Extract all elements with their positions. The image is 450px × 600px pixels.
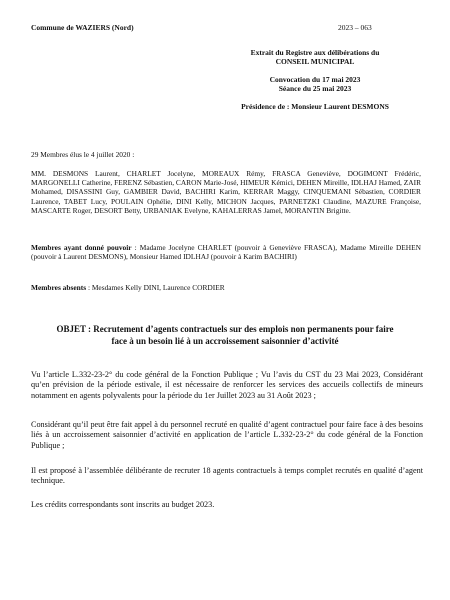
proxy-text: : Madame Jocelyne CHARLET (pouvoir à Geneviève FRASCA), Madame Mireille DEHEN (pouvoir à Laurent DESMONS), Monsieur Hamed IDLHAJ (pouvoir à Karim BACHIRI) [31,243,421,262]
objet-heading: OBJET : Recrutement d’agents contractuels sur des emplois non permanents pour faire face à un besoin lié à un accroissement saisonnier d’activité [56,324,394,346]
presidence: Présidence de : Monsieur Laurent DESMONS [241,102,389,111]
proxy-label: Membres ayant donné pouvoir [31,243,132,252]
absent-members [31,283,421,292]
body-paragraph-3: Il est proposé à l’assemblée délibérante de recruter 18 agents contractuels à temps complet recrutés en qualité d’agent technique. [31,466,423,486]
commune-header: Commune de WAZIERS (Nord) [31,23,134,32]
proxy-members [31,243,421,261]
seance-date: Séance du 25 mai 2023 [278,84,352,93]
registry-extract-title [200,48,430,66]
deliberation-number: 2023 – 063 [338,23,372,32]
absent-text: : Mesdames Kelly DINI, Laurence CORDIER [86,283,225,292]
elected-members-count: 29 Membres élus le 4 juillet 2020 : [31,150,135,159]
body-paragraph-2: Considérant qu’il peut être fait appel à du personnel recruté en qualité d’agent contractuel pour faire face à des besoins liés à un accroissement saisonnier d’activité en application de l’article L.332-23-2° du code général de la Fonction Publique ; [31,420,423,450]
council-line: CONSEIL MUNICIPAL [275,57,355,66]
members-list: MM. DESMONS Laurent, CHARLET Jocelyne, MOREAUX Rémy, FRASCA Geneviève, DOGIMONT Frédéric, MARGONELLI Catherine, FERENZ Sébastien, CARON Marie-José, HIMEUR Kémici, DEHEN Mireille, IDLHAJ Hamed, ZAIR Mohamed, DISASSINI Guy, GAMBIER David, BACHIRI Karim, KERRAR Maggy, CINQUEMANI Sébastien, CORDIER Laurence, TABET Lucy, POULAIN Ophélie, DINI Kelly, MICHON Jacques, PARNETZKI Claudine, MAZURE Françoise, MASCARTE Roger, DESORT Betty, URBANIAK Evelyne, KAHALERRAS Jamel, MORANTIN Brigitte. [31,169,421,215]
registry-line: Extrait du Registre aux délibérations du [250,48,380,57]
body-paragraph-1: Vu l’article L.332-23-2° du code général de la Fonction Publique ; Vu l’avis du CST du 23 Mai 2023, Considérant qu’en prévision de la période estivale, il est nécessaire de renforcer les services des accueils collectifs de mineurs notamment en agents polyvalents pour la période du 1er Juillet 2023 au 31 Août 2023 ; [31,370,423,400]
absent-label: Membres absents [31,283,87,292]
convocation-date: Convocation du 17 mai 2023 [269,75,361,84]
session-dates [200,75,430,93]
body-paragraph-4: Les crédits correspondants sont inscrits au budget 2023. [31,500,215,509]
